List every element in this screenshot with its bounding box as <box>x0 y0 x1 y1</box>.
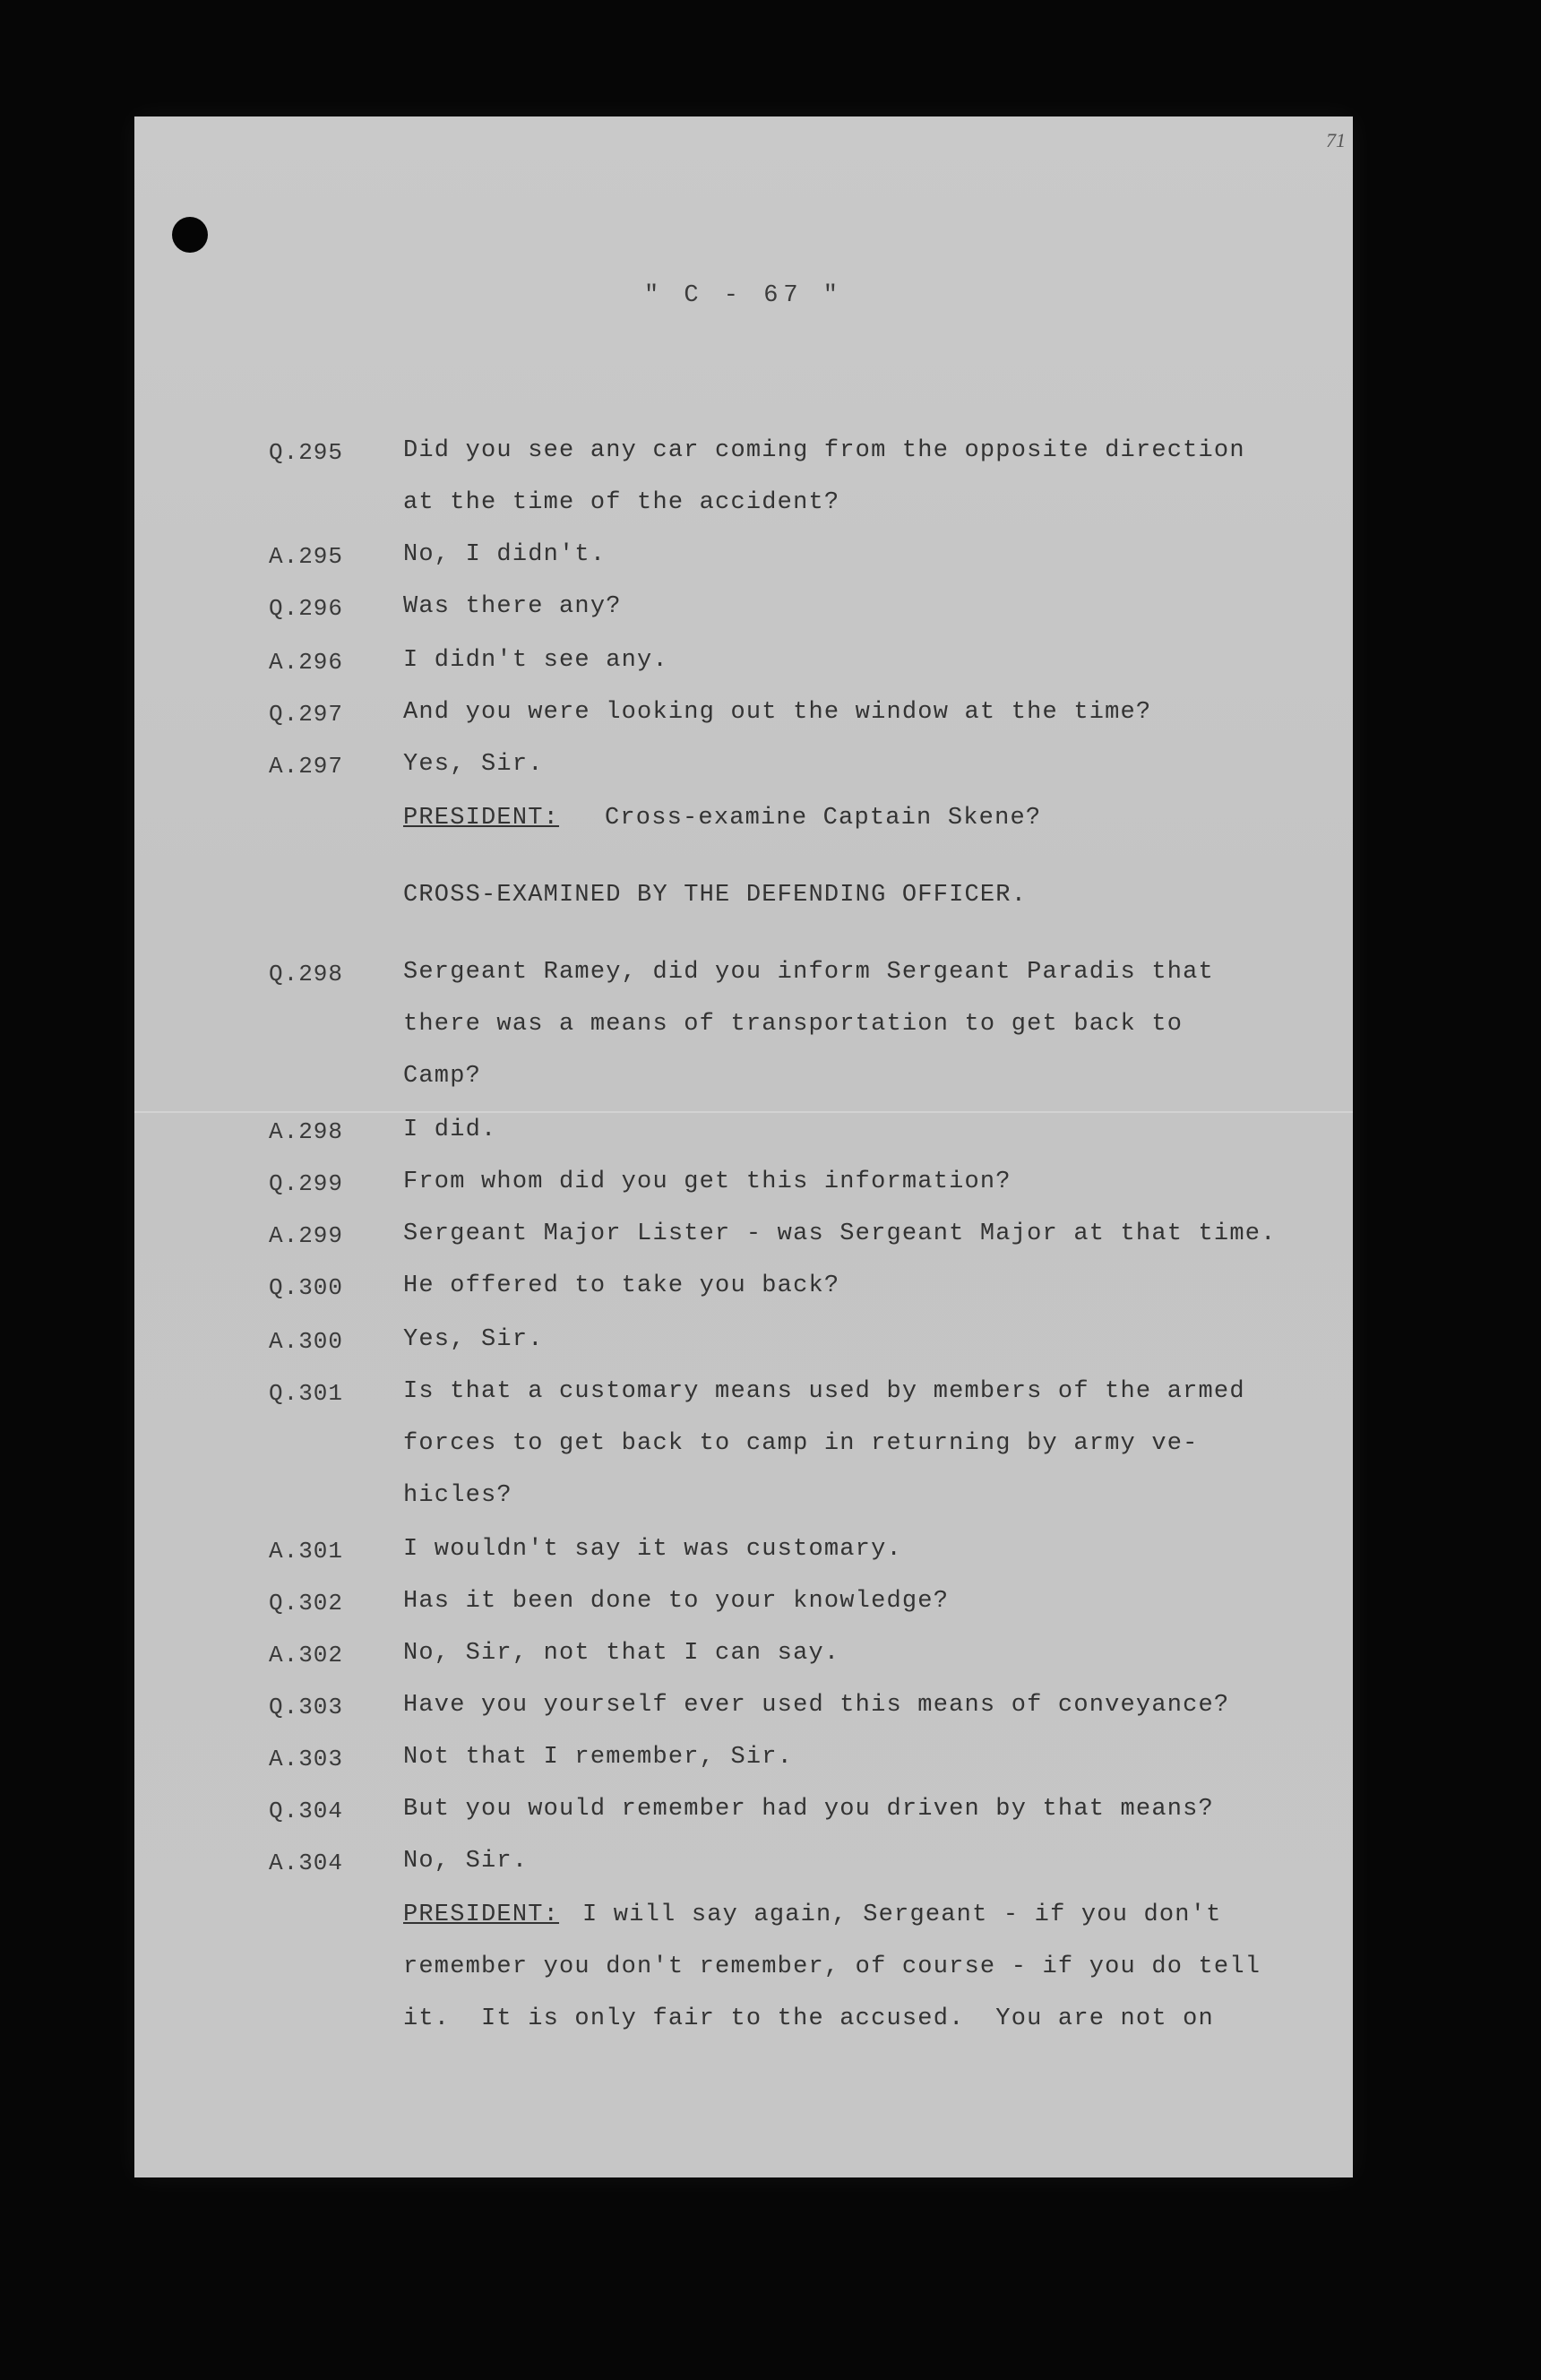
entry-number: Q.304 <box>269 1798 344 1824</box>
entry-text: Have you yourself ever used this means of conveyance? <box>403 1692 1230 1719</box>
entry-number: Q.298 <box>269 961 344 987</box>
entry-number: A.304 <box>269 1850 344 1876</box>
entry-text: No, Sir, not that I can say. <box>403 1640 840 1667</box>
entry-number: Q.303 <box>269 1694 344 1720</box>
entry-text: He offered to take you back? <box>403 1272 840 1299</box>
entry-number: A.296 <box>269 649 344 676</box>
entry-text: at the time of the accident? <box>403 489 840 516</box>
entry-text: Camp? <box>403 1063 482 1090</box>
president-label: PRESIDENT: <box>403 805 560 832</box>
entry-number: A.302 <box>269 1642 344 1669</box>
punch-hole <box>172 217 208 253</box>
scan-fold-line <box>134 1111 1353 1113</box>
entry-text: And you were looking out the window at the time? <box>403 699 1152 726</box>
entry-number: Q.300 <box>269 1274 344 1301</box>
page-heading: " C - 67 " <box>643 282 844 309</box>
entry-text: forces to get back to camp in returning by army ve- <box>403 1430 1199 1457</box>
president-label: PRESIDENT: <box>403 1901 560 1928</box>
entry-text: Did you see any car coming from the opposite direction <box>403 437 1245 464</box>
president-statement: I will say again, Sergeant - if you don't <box>582 1901 1222 1928</box>
entry-text: I wouldn't say it was customary. <box>403 1536 902 1563</box>
entry-text: hicles? <box>403 1482 512 1509</box>
entry-text: I didn't see any. <box>403 647 668 674</box>
entry-text: But you would remember had you driven by that means? <box>403 1796 1214 1823</box>
entry-number: Q.301 <box>269 1380 344 1407</box>
entry-number: A.303 <box>269 1746 344 1772</box>
entry-text: I did. <box>403 1117 497 1143</box>
entry-number: A.297 <box>269 753 344 780</box>
president-statement: Cross-examine Captain Skene? <box>605 805 1042 832</box>
section-heading: CROSS-EXAMINED BY THE DEFENDING OFFICER. <box>403 882 1028 909</box>
entry-text: Sergeant Major Lister - was Sergeant Major at that time. <box>403 1220 1277 1247</box>
page-corner-mark: 71 <box>1326 129 1346 151</box>
entry-text: Yes, Sir. <box>403 1326 544 1353</box>
entry-number: A.299 <box>269 1222 344 1249</box>
entry-number: A.301 <box>269 1538 344 1565</box>
entry-text: Is that a customary means used by members of the armed <box>403 1378 1245 1405</box>
entry-number: Q.299 <box>269 1170 344 1197</box>
entry-text: Was there any? <box>403 593 622 620</box>
document-page <box>134 116 1353 2177</box>
entry-number: A.295 <box>269 543 344 570</box>
entry-text: No, I didn't. <box>403 541 607 568</box>
entry-number: Q.297 <box>269 701 344 728</box>
entry-text: Sergeant Ramey, did you inform Sergeant Paradis that <box>403 959 1214 986</box>
entry-text: From whom did you get this information? <box>403 1168 1012 1195</box>
entry-number: Q.302 <box>269 1590 344 1617</box>
entry-text: there was a means of transportation to get back to <box>403 1011 1184 1038</box>
president-statement: it. It is only fair to the accused. You are not on <box>403 2005 1214 2032</box>
entry-number: A.298 <box>269 1118 344 1145</box>
entry-number: A.300 <box>269 1328 344 1355</box>
entry-text: Yes, Sir. <box>403 751 544 778</box>
entry-number: Q.296 <box>269 595 344 622</box>
entry-text: Has it been done to your knowledge? <box>403 1588 950 1615</box>
entry-text: Not that I remember, Sir. <box>403 1744 794 1771</box>
entry-text: No, Sir. <box>403 1848 529 1875</box>
entry-number: Q.295 <box>269 439 344 466</box>
president-statement: remember you don't remember, of course - if you do tell <box>403 1953 1261 1980</box>
